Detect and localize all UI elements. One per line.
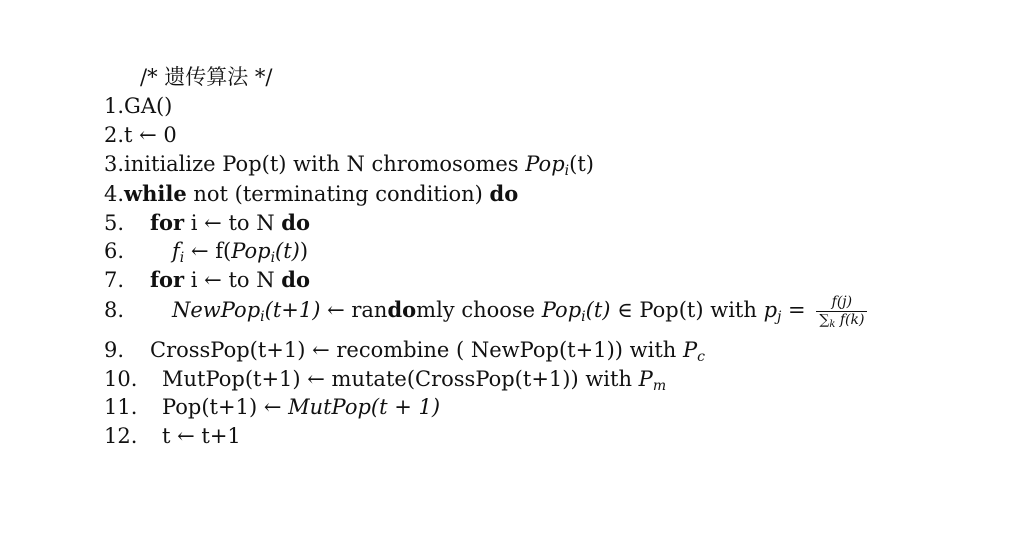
line-number: 3. <box>104 152 125 176</box>
math-subscript: j <box>777 309 782 325</box>
line-text: GA() <box>124 94 173 118</box>
keyword-for: for <box>150 210 185 235</box>
line-text: ∈ Pop(t) with <box>610 298 764 322</box>
line-text: CrossPop(t+1) ← recombine ( NewPop(t+1)) with <box>150 338 683 362</box>
math-subscript: i <box>260 309 265 325</box>
algorithm-line-1 <box>104 92 172 121</box>
math-text: (t) <box>585 298 611 322</box>
algorithm-line-3 <box>104 150 594 179</box>
math-symbol: Pop <box>525 152 565 176</box>
line-text: MutPop(t+1) ← mutate(CrossPop(t+1)) with <box>162 367 639 391</box>
algorithm-line-11 <box>104 393 440 422</box>
keyword-do: do <box>281 267 310 292</box>
algorithm-line-8 <box>104 293 867 330</box>
line-text: i ← to N <box>184 211 282 235</box>
line-number: 2. <box>104 123 125 147</box>
sum-symbol: ∑ <box>819 312 830 328</box>
line-number: 7. <box>104 268 125 292</box>
math-subscript: i <box>270 250 276 266</box>
algorithm-line-7 <box>104 265 310 294</box>
line-number: 4. <box>104 182 125 206</box>
line-number: 12. <box>104 424 138 448</box>
math-text: (t) <box>275 239 300 263</box>
line-number: 11. <box>104 395 138 419</box>
line-text: i ← to N <box>184 268 282 292</box>
math-symbol: f <box>172 239 180 263</box>
algorithm-line-6 <box>104 237 308 266</box>
math-text: f(k) <box>839 312 865 328</box>
line-text: ← ran <box>320 298 388 322</box>
algorithm-line-2 <box>104 121 177 150</box>
keyword-do: do <box>489 181 519 206</box>
math-text: (t+1) <box>264 298 321 322</box>
probability-fraction <box>816 294 867 329</box>
line-text: ) <box>299 239 309 263</box>
math-subscript: i <box>581 309 586 325</box>
line-number: 6. <box>104 239 125 263</box>
line-number: 10. <box>104 367 138 391</box>
math-symbol: p <box>763 298 778 322</box>
algorithm-comment <box>140 63 273 92</box>
line-number: 9. <box>104 338 125 362</box>
line-text: t ← 0 <box>124 123 177 147</box>
comment-text: /* 遗传算法 */ <box>140 65 273 89</box>
fraction-denominator <box>816 312 867 329</box>
algorithm-line-5 <box>104 208 310 237</box>
math-subscript: m <box>652 378 667 394</box>
line-text: Pop(t+1) ← <box>162 395 289 419</box>
line-text: ← f( <box>184 239 232 263</box>
algorithm-line-12 <box>104 422 241 451</box>
line-text: mly choose <box>416 298 542 322</box>
fraction-numerator: f(j) <box>816 294 867 312</box>
math-symbol: P <box>638 367 653 391</box>
math-symbol: Pop <box>541 298 582 322</box>
keyword-for: for <box>150 267 185 292</box>
keyword-do: do <box>281 210 310 235</box>
line-text: t ← t+1 <box>162 424 241 448</box>
math-subscript: k <box>829 319 836 330</box>
math-text: MutPop(t + 1) <box>288 395 441 419</box>
keyword-while: while <box>124 181 187 206</box>
math-symbol: NewPop <box>172 298 261 322</box>
math-subscript: i <box>564 163 570 179</box>
keyword-do: do <box>387 297 417 322</box>
math-symbol: Pop <box>231 239 271 263</box>
line-number: 8. <box>104 298 125 322</box>
line-text: not (terminating condition) <box>186 182 490 206</box>
algorithm-line-10 <box>104 365 666 394</box>
math-text: (t) <box>569 152 594 176</box>
math-symbol: P <box>682 338 698 362</box>
line-text: = <box>781 298 813 322</box>
line-number: 5. <box>104 211 125 235</box>
algorithm-line-9 <box>104 336 705 365</box>
math-subscript: i <box>179 250 185 266</box>
line-number: 1. <box>104 94 125 118</box>
line-text: initialize Pop(t) with N chromosomes <box>124 152 526 176</box>
algorithm-line-4 <box>104 179 518 208</box>
math-subscript: c <box>697 349 705 365</box>
